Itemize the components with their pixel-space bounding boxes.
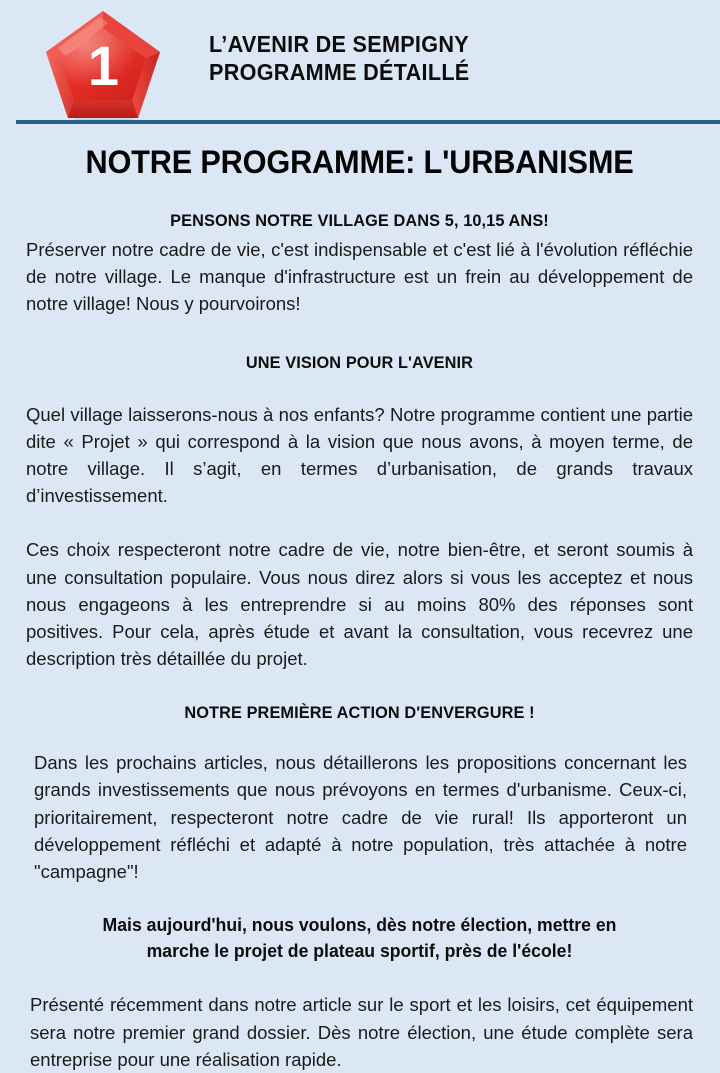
section-heading-pensons: PENSONS NOTRE VILLAGE DANS 5, 10,15 ANS!	[170, 211, 549, 230]
section-paragraph-pensons: Préserver notre cadre de vie, c'est indispensable et c'est lié à l'évolution réfléchie de notre village. Le manque d'infrastructure est un frein au développement de notre village! Nous y pourvoirons!	[26, 239, 693, 315]
section-heading-vision: UNE VISION POUR L'AVENIR	[245, 352, 474, 372]
section-paragraph-vision: Quel village laisserons-nous à nos enfants? Notre programme contient une partie dite « Projet » qui correspond à la vision que nous avons, à moyen terme, de notre village. Il s’agit, en termes d’urbanisation, de grands travaux d’investissement.	[26, 403, 693, 507]
header-title-line-2: PROGRAMME DÉTAILLÉ	[209, 59, 470, 86]
section-heading-envergure: NOTRE PREMIÈRE ACTION D'ENVERGURE !	[184, 703, 535, 723]
section-paragraph-envergure: Dans les prochains articles, nous détaillerons les propositions concernant les grands investissements que nous prévoyons en termes d'urbanisme. Ceux-ci, prioritairement, respecteront notre cadre de vie rural! Ils apporteront un développement réfléchi et adapté à notre population, très attachée à notre "campagne"!	[34, 752, 687, 882]
header-title-block	[209, 30, 486, 86]
header-title-line-1: L’AVENIR DE SEMPIGNY	[209, 31, 469, 57]
section-paragraph-choix: Ces choix respecteront notre cadre de vie, notre bien-être, et seront soumis à une consultation populaire. Vous nous direz alors si vous les acceptez et nous nous engageons à les entreprendre si au moins 80% des réponses sont positives. Pour cela, après étude et avant la consultation, vous recevrez une description très détaillée du projet.	[26, 539, 693, 670]
logo-number: 1	[87, 33, 119, 97]
highlighted-statement: Mais aujourd'hui, nous voulons, dès notre élection, mettre en marche le projet de plateau sportif, près de l'école!	[102, 915, 617, 962]
pentagon-badge-logo	[38, 8, 168, 126]
header-divider	[16, 120, 720, 124]
section-paragraph-closing: Présenté récemment dans notre article sur le sport et les loisirs, cet équipement sera notre premier grand dossier. Dès notre élection, une étude complète sera entreprise pour une réalisation rapide.	[30, 994, 693, 1070]
page-title: NOTRE PROGRAMME: L'URBANISME	[85, 144, 634, 180]
document-body	[0, 144, 720, 1073]
page-header	[0, 0, 720, 118]
